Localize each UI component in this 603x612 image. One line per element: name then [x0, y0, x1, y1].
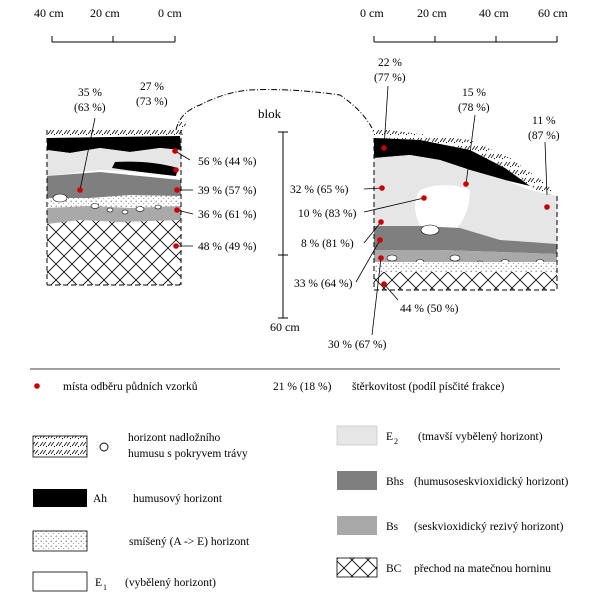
sample-point	[377, 237, 383, 243]
sample-label-48: 48 % (49 %)	[198, 241, 257, 253]
legend-e1-swatch	[33, 572, 87, 591]
sample-label-56: 56 % (44 %)	[198, 156, 257, 168]
scale-right-tick-20: 20 cm	[417, 6, 447, 20]
sample-point	[174, 207, 180, 213]
sample-point	[378, 219, 384, 225]
sample-label-8: 8 % (81 %)	[301, 238, 354, 250]
legend-bhs-code: Bhs	[386, 476, 404, 488]
scale-left-tick-20: 20 cm	[90, 6, 120, 20]
legend-litter-line2: humusu s pokryvem trávy	[128, 448, 248, 460]
legend-e2-code: E	[386, 431, 394, 443]
sample-label-27-sand: (73 %)	[136, 96, 168, 108]
sample-label-32: 32 % (65 %)	[290, 184, 349, 196]
legend-litter-swatch	[33, 436, 87, 457]
sample-point	[173, 243, 179, 249]
legend-bs-desc: (seskvioxidický rezivý horizont)	[414, 521, 564, 533]
sample-point	[378, 255, 384, 261]
legend-ah-code: Ah	[93, 493, 108, 505]
legend-bs-code: Bs	[386, 521, 399, 533]
scale-bar-right	[360, 6, 568, 42]
sample-label-10: 10 % (83 %)	[298, 208, 357, 220]
sample-point	[379, 185, 385, 191]
legend-circle-symbol	[100, 443, 108, 451]
sample-point	[544, 204, 550, 210]
sample-label-22: 22 %	[378, 57, 402, 69]
sample-point	[381, 281, 387, 287]
blok-label: blok	[258, 106, 282, 121]
scale-right-tick-40: 40 cm	[479, 6, 509, 20]
sample-label-27: 27 %	[140, 81, 164, 93]
legend-e1-desc: (vybělený horizont)	[125, 577, 217, 589]
legend-mixed-swatch	[33, 531, 87, 551]
scale-bar-left	[34, 6, 182, 42]
sample-point	[173, 167, 179, 173]
scale-right-tick-60: 60 cm	[538, 6, 568, 20]
sample-point	[77, 187, 83, 193]
left-bc-layer	[47, 220, 181, 285]
legend-mixed-desc: smíšený (A -> E) horizont	[129, 536, 250, 548]
sample-label-30: 30 % (67 %)	[328, 339, 387, 351]
legend-e1-code: E	[95, 577, 103, 589]
legend-bs-swatch	[337, 516, 377, 535]
depth-axis	[270, 132, 300, 334]
sample-point	[174, 187, 180, 193]
sample-point	[421, 195, 427, 201]
legend-bhs-desc: (humusoseskvioxidický horizont)	[414, 476, 569, 488]
left-litter-layer	[47, 120, 186, 138]
legend-ah-desc: humusový horizont	[133, 493, 223, 505]
scale-right-tick-0: 0 cm	[360, 6, 384, 20]
scale-left-tick-0: 0 cm	[158, 6, 182, 20]
scale-left-tick-40: 40 cm	[34, 6, 64, 20]
right-bc-layer	[374, 272, 557, 290]
legend-example-desc: štěrkovitost (podíl písčité frakce)	[352, 381, 505, 393]
depth-label: 60 cm	[270, 320, 300, 334]
sample-label-44: 44 % (50 %)	[400, 303, 459, 315]
legend-bc-code: BC	[386, 563, 402, 575]
legend	[33, 380, 568, 592]
legend-litter-line1: horizont nadložního	[128, 432, 221, 444]
sample-label-33: 33 % (64 %)	[294, 278, 353, 290]
legend-bc-desc: přechod na matečnou horninu	[414, 563, 551, 575]
sample-label-22-sand: (77 %)	[374, 72, 406, 84]
sample-label-11: 11 %	[532, 115, 556, 127]
sample-label-15: 15 %	[462, 87, 486, 99]
legend-sample-dot	[34, 383, 40, 389]
left-profile	[47, 120, 186, 285]
sample-label-11-sand: (87 %)	[528, 130, 560, 142]
right-mixed-layer	[374, 262, 557, 272]
legend-e2-swatch	[337, 426, 377, 445]
legend-bc-swatch	[337, 558, 377, 577]
sample-label-15-sand: (78 %)	[458, 102, 490, 114]
sample-label-39: 39 % (57 %)	[198, 185, 257, 197]
legend-example-value: 21 % (18 %)	[273, 381, 332, 393]
sample-point	[172, 148, 178, 154]
sample-label-35-sand: (63 %)	[74, 102, 106, 114]
legend-e2-sub: 2	[394, 437, 398, 446]
legend-bhs-swatch	[337, 471, 377, 490]
sample-label-35: 35 %	[78, 87, 102, 99]
legend-ah-swatch	[33, 489, 87, 507]
legend-e2-desc: (tmavší vybělený horizont)	[418, 431, 543, 443]
legend-e1-sub: 1	[103, 583, 107, 592]
sample-point	[381, 145, 387, 151]
sample-label-36: 36 % (61 %)	[198, 209, 257, 221]
sample-point	[463, 181, 469, 187]
legend-sample-text: místa odběru půdních vzorků	[63, 381, 198, 393]
right-profile	[372, 128, 557, 290]
